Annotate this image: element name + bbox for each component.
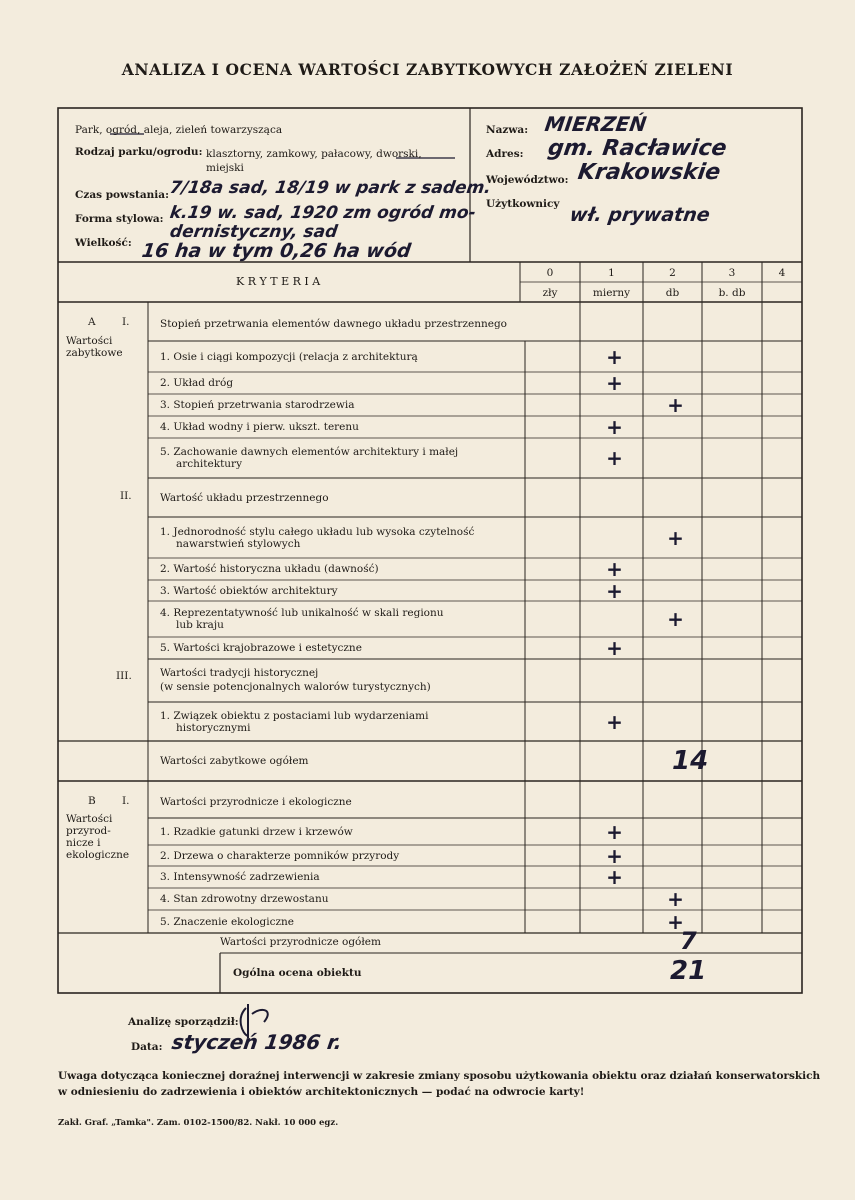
criterion-label xyxy=(160,607,444,631)
criterion-label-line-1: 1. Rzadkie gatunki drzew i krzewów xyxy=(160,825,353,838)
criterion-mark: + xyxy=(606,843,623,868)
criterion-label-line-1: 2. Układ dróg xyxy=(160,377,234,389)
criterion-label-line-2: historycznymi xyxy=(176,721,251,734)
wojewodztwo-label: Województwo: xyxy=(486,174,569,186)
criterion-mark: + xyxy=(606,446,623,470)
adres-label: Adres: xyxy=(486,148,524,160)
nazwa-value: MIERZEŃ xyxy=(543,112,648,136)
criterion-mark: + xyxy=(606,709,623,734)
uzytkownicy-label: Użytkownicy xyxy=(486,198,560,210)
section-a-roman: I. xyxy=(122,316,130,328)
group-b1-title: Wartości przyrodnicze i ekologiczne xyxy=(160,796,352,808)
adres-value: gm. Racławice xyxy=(546,136,729,161)
criterion-label xyxy=(160,351,418,363)
criterion-label-line-1: 4. Układ wodny i pierw. ukszt. terenu xyxy=(160,421,359,433)
criterion-label xyxy=(160,710,428,734)
criterion-mark: + xyxy=(667,607,684,631)
criterion-label xyxy=(160,526,474,550)
criterion-label xyxy=(160,585,338,597)
czas-label: Czas powstania: xyxy=(75,189,169,201)
scale-2: 2 xyxy=(669,267,676,279)
scale-4: 4 xyxy=(778,267,786,279)
scale-label-0: zły xyxy=(542,287,558,299)
criterion-label-line-1: 3. Wartość obiektów architektury xyxy=(160,584,338,597)
criterion-label xyxy=(160,893,328,905)
criterion-label xyxy=(160,399,354,411)
uzytkownicy-value: wł. prywatne xyxy=(568,204,712,226)
group-a1-title: Stopień przetrwania elementów dawnego układu przestrzennego xyxy=(160,318,507,330)
criterion-label-line-1: 2. Wartość historyczna układu (dawność) xyxy=(160,563,379,575)
criterion-mark: + xyxy=(606,371,623,395)
criterion-label-line-1: 1. Związek obiektu z postaciami lub wydarzeniami xyxy=(160,709,429,722)
criterion-label xyxy=(160,421,359,433)
criterion-label xyxy=(160,826,353,838)
criterion-mark: + xyxy=(606,819,623,844)
criterion-label xyxy=(160,563,379,575)
criterion-mark: + xyxy=(606,578,623,603)
scale-0: 0 xyxy=(546,267,554,279)
section-b-code: B xyxy=(88,795,96,807)
criterion-mark: + xyxy=(606,415,623,439)
criterion-label-line-1: 4. Stan zdrowotny drzewostanu xyxy=(160,893,329,905)
criterion-label-line-1: 2. Drzewa o charakterze pomników przyrody xyxy=(160,849,400,862)
forma-label: Forma stylowa: xyxy=(75,213,164,225)
section-b-total-label: Wartości przyrodnicze ogółem xyxy=(220,936,381,948)
rodzaj-options: klasztorny, zamkowy, pałacowy, dworski, xyxy=(206,148,422,160)
kryteria-label: K R Y T E R I A xyxy=(236,275,321,288)
rodzaj-label: Rodzaj parku/ogrodu: xyxy=(75,146,203,158)
criterion-mark: + xyxy=(667,393,684,417)
nazwa-label: Nazwa: xyxy=(486,124,529,136)
criterion-label-line-1: 1. Osie i ciągi kompozycji (relacja z architekturą xyxy=(160,350,418,363)
forma-value-2: dernistyczny, sad xyxy=(168,222,339,242)
criterion-label-line-1: 5. Znaczenie ekologiczne xyxy=(160,915,295,928)
wojewodztwo-value: Krakowskie xyxy=(576,160,722,185)
wielkosc-value: 16 ha w tym 0,26 ha wód xyxy=(140,240,413,262)
czas-value: 7/18a sad, 18/19 w park z sadem. xyxy=(168,178,493,198)
criterion-label xyxy=(160,377,233,389)
group-a2-roman: II. xyxy=(120,490,132,502)
forma-value: k.19 w. sad, 1920 zm ogród mo- xyxy=(168,203,478,223)
criterion-mark: + xyxy=(606,636,623,660)
overall-value: 21 xyxy=(670,956,707,986)
date-label: Data: xyxy=(131,1041,163,1053)
criterion-mark: + xyxy=(606,557,623,581)
criterion-label-line-1: 5. Zachowanie dawnych elementów architektury i małej xyxy=(160,446,459,458)
criterion-label-line-1: 3. Intensywność zadrzewienia xyxy=(160,871,320,883)
date-value: styczeń 1986 r. xyxy=(170,1030,344,1054)
scale-1: 1 xyxy=(608,267,615,279)
intervention-note-line-1: Uwaga dotycząca koniecznej doraźnej interwencji w zakresie zmiany sposobu użytkowania obiektu oraz działań konserwatorskich xyxy=(58,1070,821,1082)
criterion-mark: + xyxy=(606,865,623,889)
print-imprint: Zakł. Graf. „Tamka". Zam. 0102-1500/82. Nakł. 10 000 egz. xyxy=(58,1118,339,1128)
criterion-label xyxy=(160,871,320,883)
section-b-roman: I. xyxy=(122,795,130,807)
section-a-name: Wartości zabytkowe xyxy=(66,335,123,359)
criterion-label xyxy=(160,642,362,654)
criterion-label-line-2: architektury xyxy=(176,458,243,470)
group-a3-roman: III. xyxy=(116,670,132,682)
criterion-label-line-2: nawarstwień stylowych xyxy=(176,537,301,550)
section-b-total-value: 7 xyxy=(680,927,697,955)
group-a2-title: Wartość układu przestrzennego xyxy=(160,492,329,504)
section-a-total-label: Wartości zabytkowe ogółem xyxy=(160,755,309,767)
section-b-name-1: Wartości xyxy=(66,813,113,825)
criterion-label-line-1: 3. Stopień przetrwania starodrzewia xyxy=(160,399,355,411)
overall-label: Ogólna ocena obiektu xyxy=(233,967,362,979)
section-b-name-4: ekologiczne xyxy=(66,849,130,861)
criterion-label xyxy=(160,916,294,928)
criterion-label-line-1: 4. Reprezentatywność lub unikalność w skali regionu xyxy=(160,607,444,619)
rodzaj-options-2: miejski xyxy=(206,162,244,174)
section-b-name-2: przyrod- xyxy=(66,825,111,837)
scale-label-1: mierny xyxy=(592,287,631,299)
section-b-name-3: nicze i xyxy=(66,837,101,849)
intervention-note-line-2: w odniesieniu do zadrzewienia i obiektów architektonicznych — podać na odwrocie karty! xyxy=(58,1086,585,1098)
criterion-mark: + xyxy=(667,887,684,911)
criterion-label xyxy=(160,446,458,470)
criterion-label-line-1: 1. Jednorodność stylu całego układu lub wysoka czytelność xyxy=(160,525,475,538)
wielkosc-label: Wielkość: xyxy=(75,237,132,249)
group-a3-title: Wartości tradycji historycznej xyxy=(160,667,319,679)
group-a3-title-2: (w sensie potencjonalnych walorów turystycznych) xyxy=(160,681,431,693)
park-type-line: Park, ogród, aleja, zieleń towarzysząca xyxy=(75,124,283,136)
criterion-mark: + xyxy=(667,525,684,550)
scale-label-2: db xyxy=(665,287,680,299)
section-a-total-value: 14 xyxy=(672,746,709,776)
page-title: ANALIZA I OCENA WARTOŚCI ZABYTKOWYCH ZAŁOŻEŃ ZIELENI xyxy=(121,60,734,79)
section-a-code: A xyxy=(88,316,96,328)
signature-label: Analizę sporządził: xyxy=(128,1016,239,1028)
criterion-label-line-2: lub kraju xyxy=(176,619,224,631)
criterion-label xyxy=(160,850,399,862)
scale-label-3: b. db xyxy=(718,287,746,299)
criterion-label-line-1: 5. Wartości krajobrazowe i estetyczne xyxy=(160,642,362,654)
criterion-mark: + xyxy=(667,909,684,934)
scale-3: 3 xyxy=(728,267,736,279)
criterion-mark: + xyxy=(606,344,623,369)
